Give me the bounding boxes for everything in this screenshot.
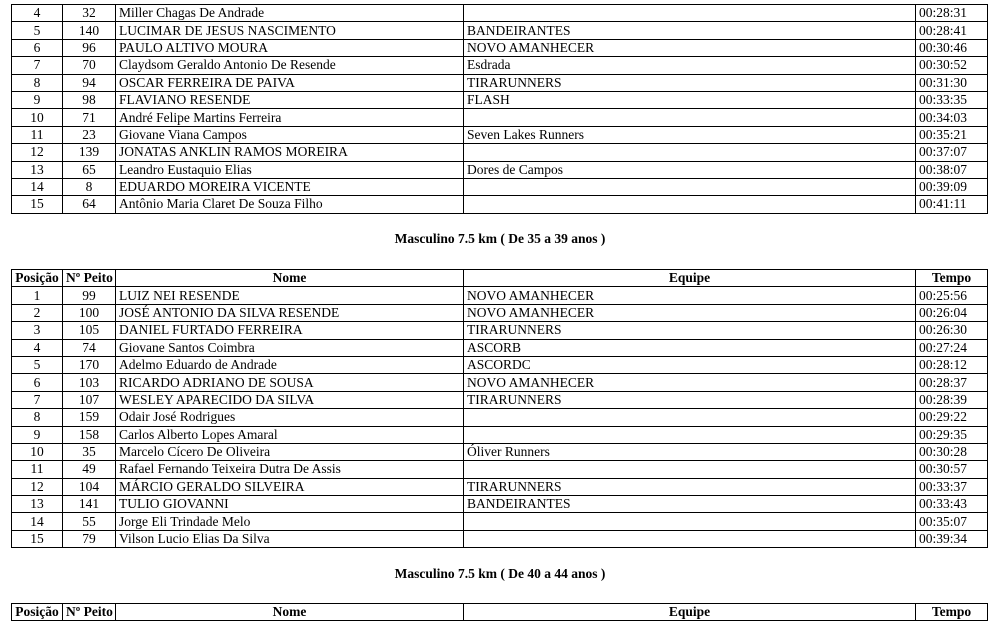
- header-posicao: Posição: [12, 270, 63, 287]
- cell-equipe: TIRARUNNERS: [464, 322, 916, 339]
- cell-equipe: NOVO AMANHECER: [464, 304, 916, 321]
- table-row: [12, 322, 988, 339]
- cell-tempo: 00:33:35: [916, 91, 988, 108]
- cell-numero-peito: 140: [63, 22, 116, 39]
- cell-equipe: BANDEIRANTES: [464, 496, 916, 513]
- table-row: [12, 496, 988, 513]
- cell-nome: EDUARDO MOREIRA VICENTE: [116, 178, 464, 195]
- cell-numero-peito: 65: [63, 161, 116, 178]
- cell-posicao: 13: [12, 496, 63, 513]
- cell-tempo: 00:33:37: [916, 478, 988, 495]
- table-row: [12, 374, 988, 391]
- cell-equipe: TIRARUNNERS: [464, 391, 916, 408]
- cell-posicao: 2: [12, 304, 63, 321]
- cell-posicao: 11: [12, 126, 63, 143]
- cell-numero-peito: 55: [63, 513, 116, 530]
- cell-numero-peito: 70: [63, 57, 116, 74]
- cell-numero-peito: 104: [63, 478, 116, 495]
- cell-nome: OSCAR FERREIRA DE PAIVA: [116, 74, 464, 91]
- cell-numero-peito: 74: [63, 339, 116, 356]
- cell-posicao: 8: [12, 409, 63, 426]
- cell-tempo: 00:29:35: [916, 426, 988, 443]
- cell-nome: Vilson Lucio Elias Da Silva: [116, 530, 464, 547]
- cell-tempo: 00:38:07: [916, 161, 988, 178]
- table-row: [12, 513, 988, 530]
- cell-tempo: 00:39:34: [916, 530, 988, 547]
- cell-numero-peito: 98: [63, 91, 116, 108]
- cell-nome: DANIEL FURTADO FERREIRA: [116, 322, 464, 339]
- cell-posicao: 9: [12, 91, 63, 108]
- table-row: [12, 304, 988, 321]
- cell-posicao: 13: [12, 161, 63, 178]
- cell-numero-peito: 139: [63, 144, 116, 161]
- cell-tempo: 00:28:31: [916, 5, 988, 22]
- cell-nome: Odair José Rodrigues: [116, 409, 464, 426]
- cell-posicao: 11: [12, 461, 63, 478]
- cell-nome: RICARDO ADRIANO DE SOUSA: [116, 374, 464, 391]
- cell-tempo: 00:30:46: [916, 39, 988, 56]
- cell-nome: Carlos Alberto Lopes Amaral: [116, 426, 464, 443]
- table-row: [12, 426, 988, 443]
- table-row: [12, 287, 988, 304]
- cell-numero-peito: 159: [63, 409, 116, 426]
- table-row: [12, 443, 988, 460]
- table-row: [12, 5, 988, 22]
- cell-tempo: 00:34:03: [916, 109, 988, 126]
- table-row: [12, 57, 988, 74]
- table-row: [12, 144, 988, 161]
- cell-posicao: 10: [12, 443, 63, 460]
- cell-equipe: NOVO AMANHECER: [464, 39, 916, 56]
- cell-nome: TULIO GIOVANNI: [116, 496, 464, 513]
- cell-numero-peito: 103: [63, 374, 116, 391]
- cell-nome: Adelmo Eduardo de Andrade: [116, 356, 464, 373]
- table-row: [12, 339, 988, 356]
- results-table-40-44: [11, 603, 988, 621]
- cell-tempo: 00:29:22: [916, 409, 988, 426]
- cell-posicao: 14: [12, 513, 63, 530]
- cell-equipe: BANDEIRANTES: [464, 22, 916, 39]
- cell-nome: Giovane Santos Coimbra: [116, 339, 464, 356]
- header-tempo: Tempo: [916, 604, 988, 621]
- cell-numero-peito: 170: [63, 356, 116, 373]
- header-nome: Nome: [116, 270, 464, 287]
- cell-equipe: [464, 461, 916, 478]
- section-title-35-39: Masculino 7.5 km ( De 35 a 39 anos ): [394, 231, 606, 246]
- cell-equipe: Dores de Campos: [464, 161, 916, 178]
- cell-nome: FLAVIANO RESENDE: [116, 91, 464, 108]
- table-row: [12, 461, 988, 478]
- cell-posicao: 9: [12, 426, 63, 443]
- cell-posicao: 12: [12, 478, 63, 495]
- cell-numero-peito: 96: [63, 39, 116, 56]
- cell-posicao: 6: [12, 39, 63, 56]
- cell-nome: Jorge Eli Trindade Melo: [116, 513, 464, 530]
- cell-tempo: 00:25:56: [916, 287, 988, 304]
- cell-equipe: TIRARUNNERS: [464, 478, 916, 495]
- cell-nome: Antônio Maria Claret De Souza Filho: [116, 196, 464, 213]
- cell-nome: Giovane Viana Campos: [116, 126, 464, 143]
- cell-nome: Claydsom Geraldo Antonio De Resende: [116, 57, 464, 74]
- cell-equipe: [464, 109, 916, 126]
- table-row: [12, 161, 988, 178]
- cell-numero-peito: 100: [63, 304, 116, 321]
- table-row: [12, 126, 988, 143]
- table-header-row: [12, 604, 988, 621]
- cell-numero-peito: 35: [63, 443, 116, 460]
- cell-tempo: 00:39:09: [916, 178, 988, 195]
- cell-equipe: ASCORB: [464, 339, 916, 356]
- cell-tempo: 00:37:07: [916, 144, 988, 161]
- header-tempo: Tempo: [916, 270, 988, 287]
- cell-numero-peito: 79: [63, 530, 116, 547]
- cell-posicao: 4: [12, 339, 63, 356]
- cell-tempo: 00:33:43: [916, 496, 988, 513]
- cell-equipe: [464, 178, 916, 195]
- cell-tempo: 00:26:04: [916, 304, 988, 321]
- cell-numero-peito: 64: [63, 196, 116, 213]
- table-row: [12, 22, 988, 39]
- cell-numero-peito: 94: [63, 74, 116, 91]
- cell-tempo: 00:41:11: [916, 196, 988, 213]
- header-nome: Nome: [116, 604, 464, 621]
- cell-equipe: [464, 530, 916, 547]
- header-numero-peito: Nº Peito: [63, 270, 116, 287]
- cell-nome: WESLEY APARECIDO DA SILVA: [116, 391, 464, 408]
- cell-posicao: 5: [12, 356, 63, 373]
- results-table-35-39: [11, 269, 988, 548]
- cell-nome: Leandro Eustaquio Elias: [116, 161, 464, 178]
- header-equipe: Equipe: [464, 604, 916, 621]
- cell-nome: MÁRCIO GERALDO SILVEIRA: [116, 478, 464, 495]
- table-row: [12, 91, 988, 108]
- cell-posicao: 15: [12, 196, 63, 213]
- cell-equipe: Óliver Runners: [464, 443, 916, 460]
- cell-tempo: 00:31:30: [916, 74, 988, 91]
- cell-nome: André Felipe Martins Ferreira: [116, 109, 464, 126]
- cell-numero-peito: 23: [63, 126, 116, 143]
- cell-tempo: 00:26:30: [916, 322, 988, 339]
- table-header-row: [12, 270, 988, 287]
- cell-nome: Miller Chagas De Andrade: [116, 5, 464, 22]
- cell-equipe: NOVO AMANHECER: [464, 287, 916, 304]
- cell-equipe: [464, 5, 916, 22]
- cell-tempo: 00:28:39: [916, 391, 988, 408]
- cell-equipe: [464, 513, 916, 530]
- cell-posicao: 4: [12, 5, 63, 22]
- cell-nome: LUCIMAR DE JESUS NASCIMENTO: [116, 22, 464, 39]
- cell-posicao: 1: [12, 287, 63, 304]
- table-row: [12, 530, 988, 547]
- cell-tempo: 00:30:52: [916, 57, 988, 74]
- cell-posicao: 6: [12, 374, 63, 391]
- cell-numero-peito: 32: [63, 5, 116, 22]
- cell-numero-peito: 49: [63, 461, 116, 478]
- cell-equipe: [464, 196, 916, 213]
- cell-equipe: NOVO AMANHECER: [464, 374, 916, 391]
- cell-posicao: 15: [12, 530, 63, 547]
- cell-equipe: [464, 426, 916, 443]
- cell-equipe: Seven Lakes Runners: [464, 126, 916, 143]
- cell-posicao: 12: [12, 144, 63, 161]
- section-title-40-44: Masculino 7.5 km ( De 40 a 44 anos ): [394, 566, 606, 581]
- cell-nome: Rafael Fernando Teixeira Dutra De Assis: [116, 461, 464, 478]
- cell-numero-peito: 99: [63, 287, 116, 304]
- cell-nome: PAULO ALTIVO MOURA: [116, 39, 464, 56]
- results-table-body: [12, 287, 988, 548]
- cell-tempo: 00:35:07: [916, 513, 988, 530]
- header-posicao: Posição: [12, 604, 63, 621]
- cell-nome: Marcelo Cícero De Oliveira: [116, 443, 464, 460]
- cell-posicao: 5: [12, 22, 63, 39]
- table-row: [12, 391, 988, 408]
- cell-posicao: 8: [12, 74, 63, 91]
- cell-posicao: 3: [12, 322, 63, 339]
- cell-tempo: 00:30:57: [916, 461, 988, 478]
- cell-tempo: 00:28:12: [916, 356, 988, 373]
- table-row: [12, 74, 988, 91]
- cell-numero-peito: 8: [63, 178, 116, 195]
- cell-tempo: 00:35:21: [916, 126, 988, 143]
- cell-equipe: [464, 144, 916, 161]
- cell-posicao: 7: [12, 57, 63, 74]
- cell-numero-peito: 158: [63, 426, 116, 443]
- cell-equipe: ASCORDC: [464, 356, 916, 373]
- cell-nome: JOSÉ ANTONIO DA SILVA RESENDE: [116, 304, 464, 321]
- cell-posicao: 14: [12, 178, 63, 195]
- cell-nome: JONATAS ANKLIN RAMOS MOREIRA: [116, 144, 464, 161]
- results-table-body: [12, 5, 988, 214]
- table-row: [12, 196, 988, 213]
- cell-tempo: 00:30:28: [916, 443, 988, 460]
- cell-equipe: Esdrada: [464, 57, 916, 74]
- cell-numero-peito: 107: [63, 391, 116, 408]
- table-row: [12, 478, 988, 495]
- cell-tempo: 00:28:41: [916, 22, 988, 39]
- cell-posicao: 10: [12, 109, 63, 126]
- table-row: [12, 409, 988, 426]
- cell-equipe: TIRARUNNERS: [464, 74, 916, 91]
- cell-equipe: [464, 409, 916, 426]
- header-equipe: Equipe: [464, 270, 916, 287]
- cell-numero-peito: 71: [63, 109, 116, 126]
- cell-tempo: 00:28:37: [916, 374, 988, 391]
- table-row: [12, 39, 988, 56]
- cell-equipe: FLASH: [464, 91, 916, 108]
- table-row: [12, 109, 988, 126]
- table-row: [12, 178, 988, 195]
- cell-tempo: 00:27:24: [916, 339, 988, 356]
- cell-numero-peito: 105: [63, 322, 116, 339]
- results-table-previous-category: [11, 4, 988, 214]
- cell-nome: LUIZ NEI RESENDE: [116, 287, 464, 304]
- table-row: [12, 356, 988, 373]
- cell-posicao: 7: [12, 391, 63, 408]
- header-numero-peito: Nº Peito: [63, 604, 116, 621]
- cell-numero-peito: 141: [63, 496, 116, 513]
